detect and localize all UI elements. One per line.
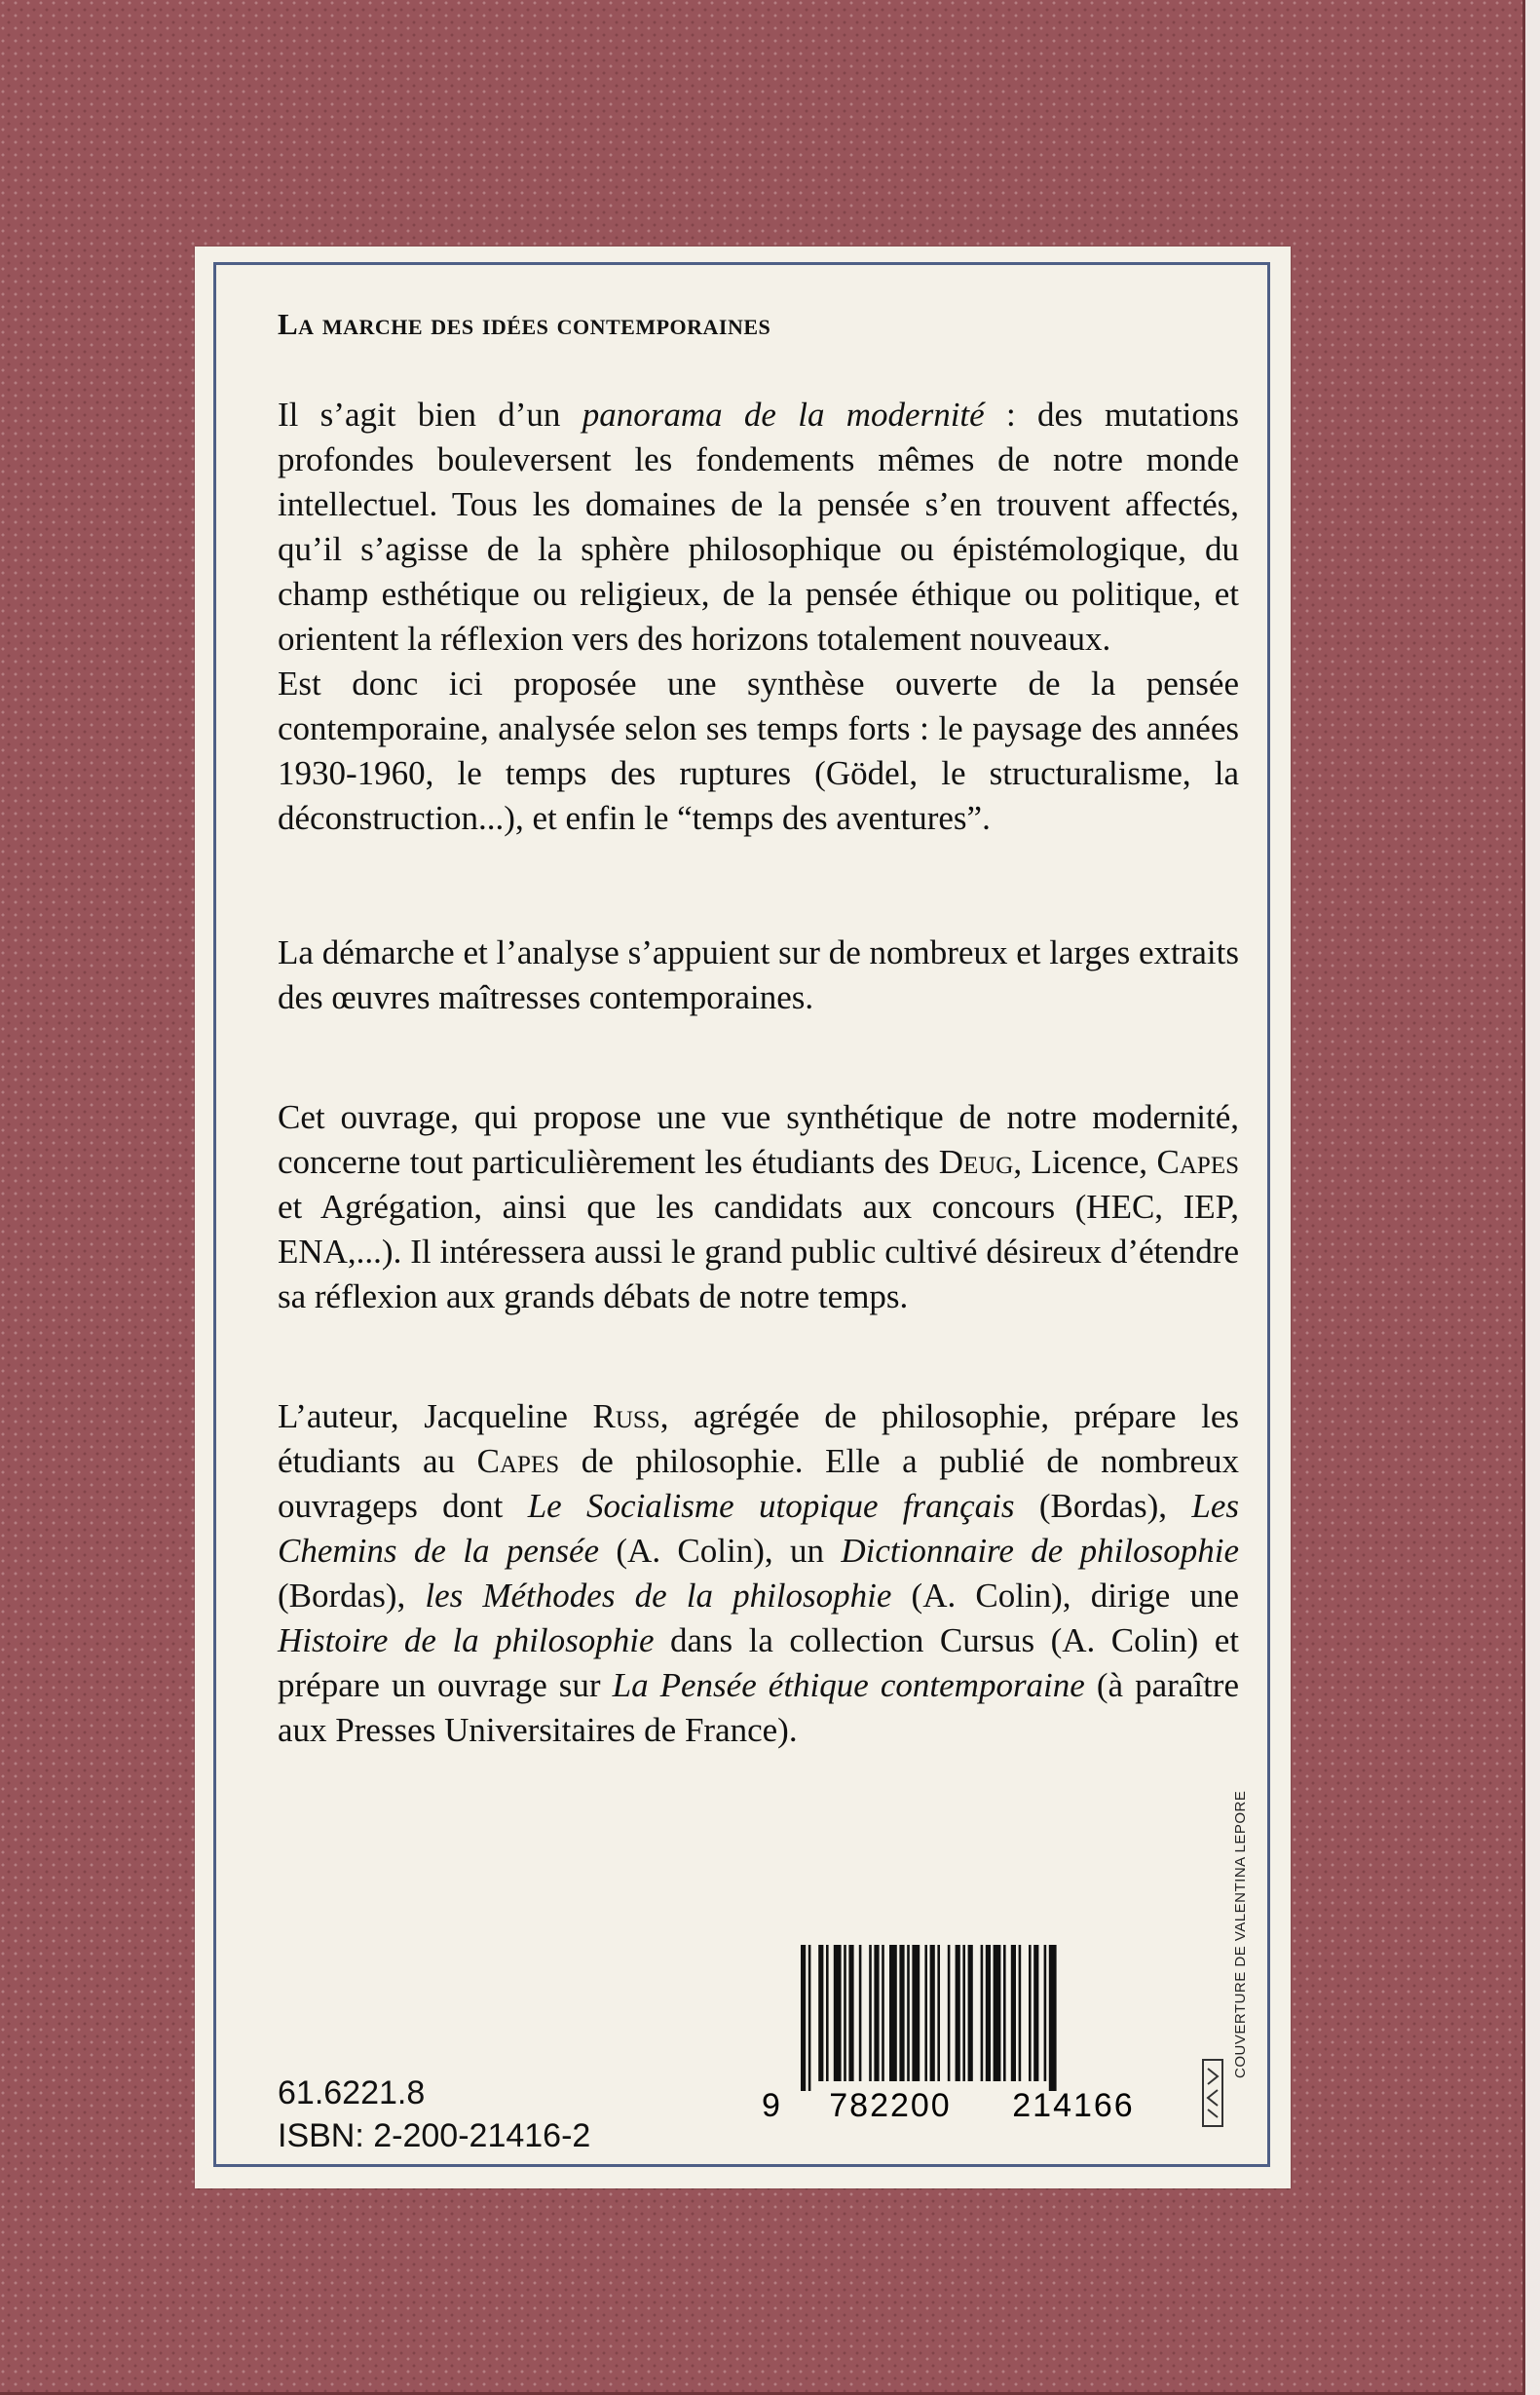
barcode-digit-first: 9 bbox=[762, 2087, 780, 2124]
book-title: Dictionnaire de philosophie bbox=[841, 1532, 1239, 1570]
paragraph-audience bbox=[278, 1095, 1239, 1319]
book-title: La Pensée éthique contemporaine bbox=[612, 1666, 1085, 1704]
barcode-bar bbox=[834, 1945, 842, 2081]
barcode-bar bbox=[859, 1945, 862, 2081]
barcode-bar bbox=[1049, 1945, 1057, 2091]
barcode-bar bbox=[948, 1945, 951, 2081]
barcode-bar bbox=[994, 1945, 1001, 2081]
barcode-digits-left: 782200 bbox=[829, 2087, 952, 2124]
text: Il s’agit bien d’un bbox=[278, 396, 582, 434]
barcode-bar bbox=[848, 1945, 853, 2081]
text: Capes bbox=[1156, 1143, 1239, 1181]
paragraph-intro bbox=[278, 393, 1239, 841]
barcode-bar bbox=[889, 1945, 897, 2081]
text: L’auteur, Jacqueline bbox=[278, 1397, 593, 1435]
book-title: Le Socialisme utopique français bbox=[527, 1487, 1015, 1525]
text: Capes bbox=[476, 1442, 560, 1480]
barcode-bar bbox=[937, 1945, 940, 2081]
text: : des mutations profondes bouleversent les fondements mêmes de notre monde intellectuel. Tous les domaines de la pensée s’en trouvent affectés, qu’il s’agisse de la sphère philosophique ou épistémologique, du champ esthétique ou religieux, de la pensée éthique ou politique, et orientent la réflexion vers des horizons totalement nouveaux. bbox=[278, 396, 1239, 658]
text: , Licence, bbox=[1013, 1143, 1157, 1181]
text: (Bordas), bbox=[1014, 1487, 1192, 1525]
barcode-bar bbox=[808, 1945, 811, 2091]
barcode-bar bbox=[899, 1945, 904, 2081]
text: (à paraître aux Presses Universitaires de France). bbox=[278, 1666, 1239, 1749]
barcode-bar bbox=[981, 1945, 984, 2081]
barcode-digits-right: 214166 bbox=[1012, 2087, 1135, 2124]
text: , agrégée de philosophie, prépare les étudiants au bbox=[278, 1397, 1240, 1480]
barcode-bar bbox=[1003, 1945, 1006, 2081]
barcode-bar bbox=[844, 1945, 846, 2081]
text: Deug bbox=[938, 1143, 1014, 1181]
paragraph-method: La démarche et l’analyse s’appuient sur de nombreux et larges extraits des œuvres maîtresses contemporaines. bbox=[278, 933, 1239, 1016]
barcode-bar bbox=[869, 1945, 872, 2081]
product-code: 61.6221.8 bbox=[278, 2074, 426, 2111]
barcode-bar bbox=[1044, 1945, 1047, 2081]
barcode-bar bbox=[1011, 1945, 1016, 2081]
barcode-bar bbox=[818, 1945, 823, 2081]
barcode-bar bbox=[986, 1945, 991, 2081]
barcode bbox=[762, 1945, 1190, 2125]
isbn: ISBN: 2-200-21416-2 bbox=[278, 2117, 591, 2154]
barcode-bar bbox=[962, 1945, 965, 2081]
author-name: Russ bbox=[592, 1397, 660, 1435]
barcode-bar bbox=[912, 1945, 920, 2081]
barcode-bar bbox=[801, 1945, 806, 2091]
barcode-bar bbox=[874, 1945, 879, 2081]
barcode-bar bbox=[930, 1945, 935, 2081]
barcode-bar bbox=[1029, 1945, 1032, 2081]
emphasis: panorama de la modernité bbox=[582, 396, 985, 434]
barcode-bar bbox=[1019, 1945, 1022, 2081]
book-title: Les Chemins de la pensée bbox=[278, 1487, 1239, 1570]
catalog-codes bbox=[278, 2072, 590, 2157]
text: dans la collection Cursus (A. Colin) et prépare un ouvrage sur bbox=[278, 1621, 1240, 1704]
book-title: Histoire de la philosophie bbox=[278, 1621, 655, 1659]
barcode-bar bbox=[826, 1945, 829, 2081]
book-title: les Méthodes de la philosophie bbox=[425, 1577, 892, 1615]
barcode-bar bbox=[907, 1945, 910, 2081]
series-heading: La marche des idées contemporaines bbox=[278, 307, 771, 341]
text: (A. Colin), un bbox=[599, 1532, 842, 1570]
text: de philosophie. Elle a publié de nombreux ouvrageps dont bbox=[278, 1442, 1239, 1525]
barcode-bar bbox=[968, 1945, 973, 2081]
barcode-bar bbox=[924, 1945, 927, 2081]
text: Cet ouvrage, qui propose une vue synthétique de notre modernité, concerne tout particulièrement les étudiants des bbox=[278, 1098, 1239, 1181]
barcode-bars bbox=[762, 1945, 1190, 2091]
text: (A. Colin), dirige une bbox=[891, 1577, 1239, 1615]
text: (Bordas), bbox=[278, 1577, 426, 1615]
text: Est donc ici proposée une synthèse ouverte de la pensée contemporaine, analysée selon ses temps forts : le paysage des années 1930-1960, le temps des ruptures (Gödel, le structuralisme, la déconstruction...), et enfin le “temps des aventures”. bbox=[278, 665, 1239, 837]
barcode-bar bbox=[882, 1945, 884, 2081]
barcode-bar bbox=[1033, 1945, 1038, 2081]
text: et Agrégation, ainsi que les candidats aux concours (HEC, IEP, ENA,...). Il intéressera aussi le grand public cultivé désireux d’étendre sa réflexion aux grands débats de notre temps. bbox=[278, 1188, 1239, 1315]
designer-logo-icon bbox=[1202, 2059, 1223, 2127]
barcode-bar bbox=[956, 1945, 960, 2081]
cover-credit: COUVERTURE DE VALENTINA LEPORE bbox=[1232, 1790, 1249, 2078]
text-panel bbox=[195, 247, 1291, 2188]
paragraph-author bbox=[278, 1394, 1239, 1753]
